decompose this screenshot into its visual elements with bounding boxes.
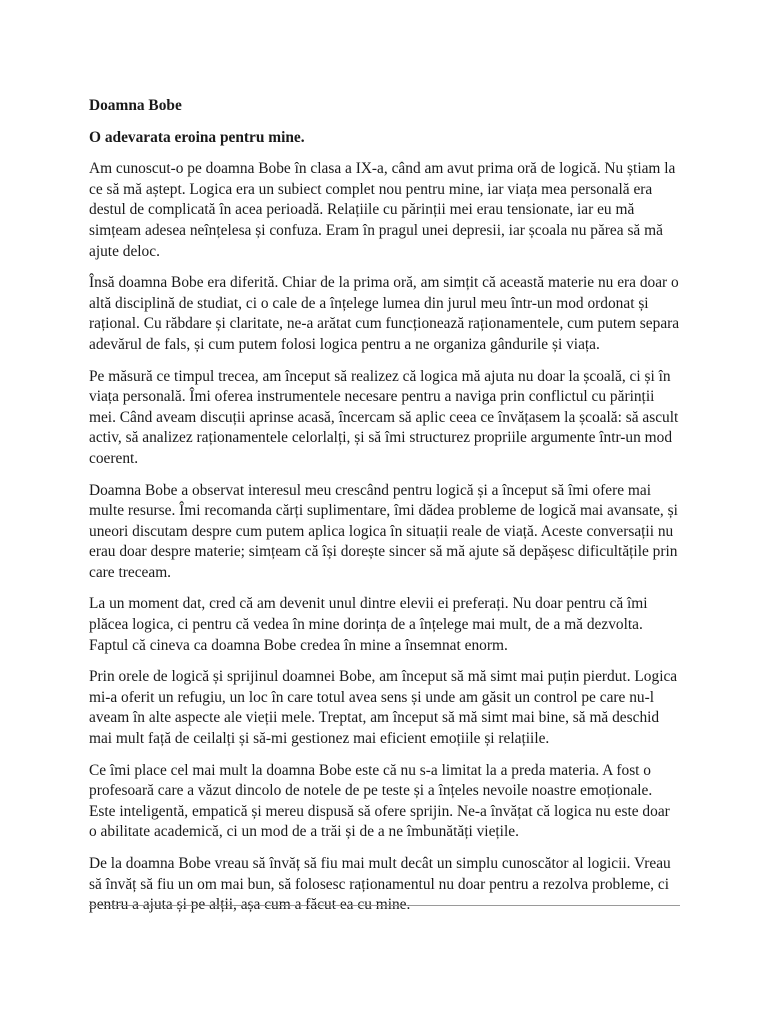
document-body xyxy=(89,96,681,927)
paragraph-3: Pe măsură ce timpul trecea, am început să realizez că logica mă ajuta nu doar la școală, ci și în viața personală. Îmi oferea instrumentele necesare pentru a naviga prin conflictul cu părinții mei. Când aveam discuții aprinse acasă, încercam să aplic ceea ce învățasem la școală: să ascult activ, să analizez raționamentele celorlalți, și să îmi structurez propriile argumente într-un mod coerent. xyxy=(89,367,679,467)
paragraph-1: Am cunoscut-o pe doamna Bobe în clasa a IX-a, când am avut prima oră de logică. Nu știam la ce să mă aștept. Logica era un subiect complet nou pentru mine, iar viața mea personală era destul de complicată în acea perioadă. Relațiile cu părinții mei erau tensionate, iar eu mă simțeam adesea neînțelesa și confuza. Eram în pragul unei depresii, iar școala nu părea să mă ajute deloc. xyxy=(89,160,676,260)
paragraph-8: De la doamna Bobe vreau să învăț să fiu mai mult decât un simplu cunoscător al logicii. Vreau să învăț să fiu un om mai bun, să folosesc raționamentul nu doar pentru a rezolva probleme, ci pentru a ajuta și pe alții, așa cum a făcut ea cu mine. xyxy=(89,855,671,914)
paragraph-6: Prin orele de logică și sprijinul doamnei Bobe, am început să mă simt mai puțin pierdut. Logica mi-a oferit un refugiu, un loc în care totul avea sens și unde am găsit un control pe care nu-l aveam în alte aspecte ale vieții mele. Treptat, am început să mă simt mai bine, să mă deschid mai mult față de ceilalți și să-mi gestionez mai eficient emoțiile și relațiile. xyxy=(89,668,678,748)
paragraph-5: La un moment dat, cred că am devenit unul dintre elevii ei preferați. Nu doar pentru că îmi plăcea logica, ci pentru că vedea în mine dorința de a înțelege mai mult, de a mă dezvolta. Faptul că cineva ca doamna Bobe credea în mine a însemnat enorm. xyxy=(89,595,648,654)
paragraph-7: Ce îmi place cel mai mult la doamna Bobe este că nu s-a limitat la a preda materia. A fost o profesoară care a văzut dincolo de notele de pe teste și a înțeles nevoile noastre emoționale. Este inteligentă, empatică și mereu dispusă să ofere sprijin. Ne-a învățat că logica nu este doar o abilitate academică, ci un mod de a trăi și de a ne îmbunătăți viețile. xyxy=(89,761,670,841)
horizontal-divider xyxy=(89,905,680,906)
document-title: Doamna Bobe xyxy=(89,97,182,114)
paragraph-4: Doamna Bobe a observat interesul meu crescând pentru logică și a început să îmi ofere mai multe resurse. Îmi recomanda cărți suplimentare, îmi dădea probleme de logică mai avansate, și uneori discutam despre cum putem aplica logica în situații reale de viață. Aceste conversații nu erau doar despre materie; simțeam că își dorește sincer să mă ajute să depășesc dificultățile prin care treceam. xyxy=(89,481,678,581)
paragraph-2: Însă doamna Bobe era diferită. Chiar de la prima oră, am simțit că această materie nu era doar o altă disciplină de studiat, ci o cale de a înțelege lumea din jurul meu într-un mod ordonat și rațional. Cu răbdare și claritate, ne-a arătat cum funcționează raționamentele, cum putem separa adevărul de fals, și cum putem folosi logica pentru a ne organiza gândurile și viața. xyxy=(89,274,680,353)
document-subtitle: O adevarata eroina pentru mine. xyxy=(89,128,305,146)
